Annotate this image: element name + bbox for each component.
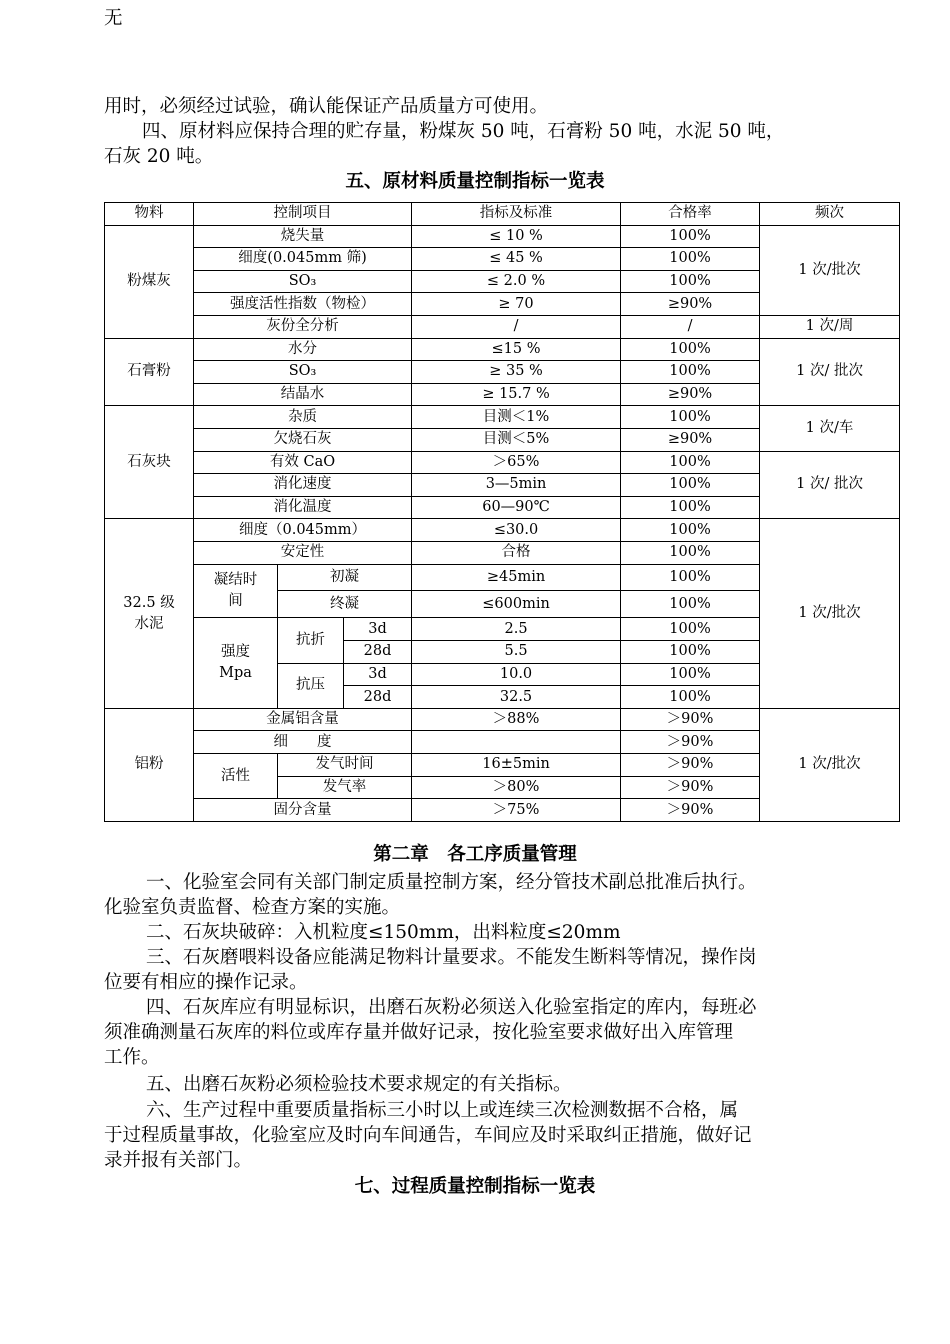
- rate-cell: 100%: [621, 663, 760, 686]
- standard-cell: 目测＜1%: [412, 406, 621, 429]
- paragraph-line: 四、原材料应保持合理的贮存量，粉煤灰 50 吨，石膏粉 50 吨，水泥 50 吨，: [142, 121, 785, 142]
- rate-cell: 100%: [621, 248, 760, 271]
- standard-cell: ＞88%: [412, 708, 621, 731]
- paragraph-line: 二、石灰块破碎：入机粒度≤150mm，出料粒度≤20mm: [146, 922, 621, 943]
- paragraph-line: 用时，必须经过试验，确认能保证产品质量方可使用。: [104, 96, 549, 117]
- rate-cell: ＞90%: [621, 799, 760, 822]
- standard-cell: ≤ 45 %: [412, 248, 621, 271]
- strength-label: 强度 Mpa: [219, 644, 252, 682]
- item-cell: 有效 CaO: [194, 451, 412, 474]
- frequency-cell: 1 次/周: [760, 315, 900, 338]
- raw-material-table: [104, 202, 900, 822]
- setting-time-label: 凝结时间: [213, 571, 258, 609]
- frequency-cell: 1 次/ 批次: [760, 338, 900, 406]
- table-row: [105, 406, 900, 429]
- item-cell: 初凝: [278, 564, 412, 591]
- item-cell: 杂质: [194, 406, 412, 429]
- standard-cell: [412, 731, 621, 754]
- material-cell: 石灰块: [105, 406, 194, 519]
- rate-cell: ＞90%: [621, 776, 760, 799]
- paragraph-line: 须准确测量石灰库的料位或库存量并做好记录，按化验室要求做好出入库管理: [104, 1022, 734, 1043]
- standard-cell: 32.5: [412, 686, 621, 709]
- material-cell: 石膏粉: [105, 338, 194, 406]
- item-cell: 灰份全分析: [194, 315, 412, 338]
- item-cell: 细度（0.045mm）: [194, 519, 412, 542]
- paragraph-line: 三、石灰磨喂料设备应能满足物料计量要求。不能发生断料等情况，操作岗: [146, 947, 757, 968]
- item-cell: 固分含量: [194, 799, 412, 822]
- table-row: [105, 225, 900, 248]
- header-cell: 合格率: [621, 203, 760, 226]
- table-row: [105, 315, 900, 338]
- strength-cell: [194, 618, 278, 708]
- table-header-row: [105, 203, 900, 226]
- rate-cell: 100%: [621, 270, 760, 293]
- paragraph-line: 五、出磨石灰粉必须检验技术要求规定的有关指标。: [146, 1074, 572, 1095]
- standard-cell: ≤600min: [412, 591, 621, 618]
- rate-cell: 100%: [621, 361, 760, 384]
- rate-cell: 100%: [621, 338, 760, 361]
- rate-cell: 100%: [621, 564, 760, 591]
- frequency-cell: 1 次/批次: [760, 225, 900, 315]
- item-cell: 金属铝含量: [194, 708, 412, 731]
- item-cell: SO₃: [194, 270, 412, 293]
- chapter-title: 第二章 各工序质量管理: [373, 844, 577, 865]
- paragraph-line: 化验室负责监督、检查方案的实施。: [104, 897, 401, 918]
- item-cell: 细 度: [194, 731, 412, 754]
- standard-cell: ≤ 10 %: [412, 225, 621, 248]
- paragraph-line: 石灰 20 吨。: [104, 146, 214, 167]
- top-fragment: 无: [104, 8, 123, 29]
- material-line: 水泥: [134, 615, 164, 632]
- item-cell: 强度活性指数（物检）: [194, 293, 412, 316]
- age-cell: 28d: [344, 641, 412, 664]
- item-cell: 细度(0.045mm 筛): [194, 248, 412, 271]
- frequency-cell: 1 次/车: [760, 406, 900, 451]
- material-cell: [105, 519, 194, 709]
- paragraph-line: 位要有相应的操作记录。: [104, 972, 308, 993]
- paragraph-line: 四、石灰库应有明显标识，出磨石灰粉必须送入化验室指定的库内，每班必: [146, 997, 757, 1018]
- rate-cell: 100%: [621, 474, 760, 497]
- rate-cell: 100%: [621, 225, 760, 248]
- standard-cell: 3—5min: [412, 474, 621, 497]
- item-cell: 结晶水: [194, 383, 412, 406]
- table-row: [105, 708, 900, 731]
- age-cell: 3d: [344, 618, 412, 641]
- paragraph-line: 一、化验室会同有关部门制定质量控制方案，经分管技术副总批准后执行。: [146, 872, 757, 893]
- standard-cell: ≤30.0: [412, 519, 621, 542]
- material-cell: 铝粉: [105, 708, 194, 821]
- frequency-cell: 1 次/ 批次: [760, 451, 900, 519]
- standard-cell: 60—90℃: [412, 496, 621, 519]
- item-cell: SO₃: [194, 361, 412, 384]
- standard-cell: 5.5: [412, 641, 621, 664]
- item-cell: 发气率: [278, 776, 412, 799]
- standard-cell: 合格: [412, 541, 621, 564]
- header-cell: 控制项目: [194, 203, 412, 226]
- age-cell: 28d: [344, 686, 412, 709]
- rate-cell: 100%: [621, 519, 760, 542]
- rate-cell: 100%: [621, 591, 760, 618]
- paragraph-line: 于过程质量事故，化验室应及时向车间通告，车间应及时采取纠正措施，做好记: [104, 1125, 752, 1146]
- standard-cell: 目测＜5%: [412, 428, 621, 451]
- standard-cell: ＞75%: [412, 799, 621, 822]
- rate-cell: 100%: [621, 406, 760, 429]
- standard-cell: ≥45min: [412, 564, 621, 591]
- table-row: [105, 338, 900, 361]
- activity-cell: 活性: [194, 754, 278, 799]
- table-row: [105, 451, 900, 474]
- process-table-title: 七、过程质量控制指标一览表: [354, 1176, 596, 1197]
- rate-cell: ＞90%: [621, 731, 760, 754]
- paragraph-line: 六、生产过程中重要质量指标三小时以上或连续三次检测数据不合格，属: [146, 1100, 739, 1121]
- item-cell: 消化温度: [194, 496, 412, 519]
- item-cell: 烧失量: [194, 225, 412, 248]
- material-line: 32.5 级: [123, 594, 175, 611]
- rate-cell: ≥90%: [621, 293, 760, 316]
- rate-cell: ＞90%: [621, 708, 760, 731]
- setting-time-cell: [194, 564, 278, 618]
- standard-cell: ≤ 2.0 %: [412, 270, 621, 293]
- rate-cell: 100%: [621, 618, 760, 641]
- frequency-cell: 1 次/批次: [760, 708, 900, 821]
- item-cell: 终凝: [278, 591, 412, 618]
- standard-cell: ≥ 35 %: [412, 361, 621, 384]
- item-cell: 安定性: [194, 541, 412, 564]
- age-cell: 3d: [344, 663, 412, 686]
- item-cell: 欠烧石灰: [194, 428, 412, 451]
- rate-cell: ≥90%: [621, 428, 760, 451]
- item-cell: 消化速度: [194, 474, 412, 497]
- header-cell: 频次: [760, 203, 900, 226]
- flexural-cell: 抗折: [278, 618, 344, 663]
- table-row: [105, 519, 900, 542]
- standard-cell: ≥ 15.7 %: [412, 383, 621, 406]
- frequency-cell: 1 次/批次: [760, 519, 900, 709]
- standard-cell: ≥ 70: [412, 293, 621, 316]
- table-title: 五、原材料质量控制指标一览表: [345, 171, 605, 192]
- rate-cell: /: [621, 315, 760, 338]
- item-cell: 发气时间: [278, 754, 412, 777]
- standard-cell: ＞80%: [412, 776, 621, 799]
- rate-cell: ≥90%: [621, 383, 760, 406]
- standard-cell: ≤15 %: [412, 338, 621, 361]
- paragraph-line: 工作。: [104, 1047, 160, 1068]
- paragraph-line: 录并报有关部门。: [104, 1150, 253, 1171]
- standard-cell: /: [412, 315, 621, 338]
- rate-cell: 100%: [621, 496, 760, 519]
- standard-cell: ＞65%: [412, 451, 621, 474]
- compressive-cell: 抗压: [278, 663, 344, 708]
- standard-cell: 2.5: [412, 618, 621, 641]
- rate-cell: 100%: [621, 451, 760, 474]
- rate-cell: ＞90%: [621, 754, 760, 777]
- rate-cell: 100%: [621, 541, 760, 564]
- material-cell: 粉煤灰: [105, 225, 194, 338]
- rate-cell: 100%: [621, 686, 760, 709]
- standard-cell: 16±5min: [412, 754, 621, 777]
- item-cell: 水分: [194, 338, 412, 361]
- header-cell: 物料: [105, 203, 194, 226]
- header-cell: 指标及标准: [412, 203, 621, 226]
- standard-cell: 10.0: [412, 663, 621, 686]
- rate-cell: 100%: [621, 641, 760, 664]
